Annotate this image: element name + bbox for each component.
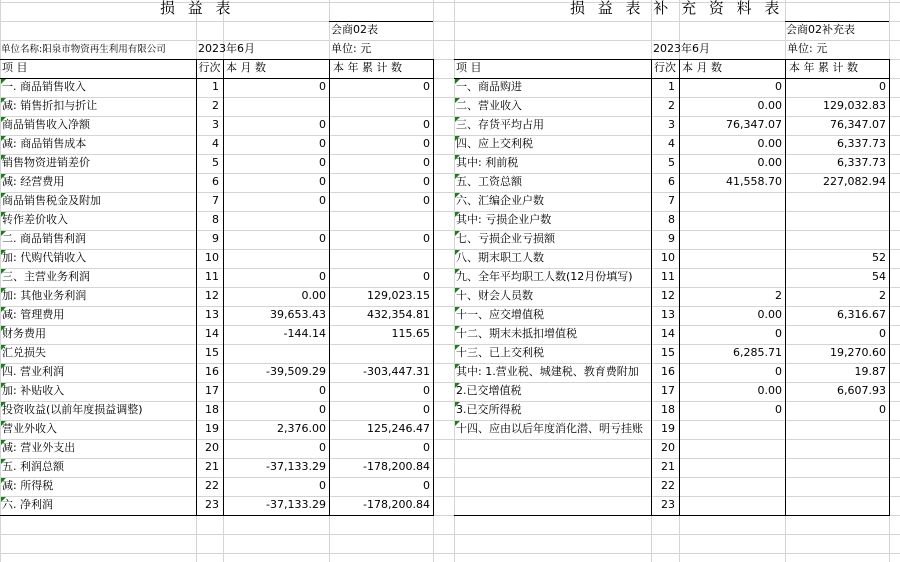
left-row-month: 0 bbox=[319, 441, 326, 454]
right-row-item: 十二、期末未抵扣增值税 bbox=[456, 327, 577, 340]
left-row-month: 0 bbox=[319, 270, 326, 283]
left-row-month: 0 bbox=[319, 194, 326, 207]
left-row-month bbox=[225, 344, 326, 362]
left-row-item: 减: 经营费用 bbox=[2, 175, 65, 188]
left-row-item: 二. 商品销售利润 bbox=[2, 232, 86, 245]
comment-marker-icon bbox=[1, 383, 6, 388]
left-table-border-v bbox=[196, 59, 197, 515]
comment-marker-icon bbox=[455, 345, 460, 350]
left-row-month: 0 bbox=[319, 232, 326, 245]
left-row-item: 六. 净利润 bbox=[2, 498, 53, 511]
comment-marker-icon bbox=[1, 136, 6, 141]
left-header-year: 本 年 累 计 数 bbox=[333, 61, 402, 74]
left-row-month: 0 bbox=[319, 384, 326, 397]
right-row-line: 21 bbox=[661, 460, 675, 473]
left-row-year: 129,023.15 bbox=[367, 289, 430, 302]
right-row-line: 13 bbox=[661, 308, 675, 321]
left-row-line: 23 bbox=[205, 498, 219, 511]
right-row-year: 52 bbox=[872, 251, 886, 264]
right-table-border-v bbox=[651, 59, 652, 515]
right-row-item: 其中: 1.营业税、城建税、教育费附加 bbox=[456, 365, 639, 378]
right-row-year bbox=[787, 211, 886, 229]
right-header-item: 项 目 bbox=[456, 61, 482, 74]
comment-marker-icon bbox=[1, 193, 6, 198]
left-table-border-v bbox=[223, 59, 224, 515]
right-header-line: 行次 bbox=[654, 61, 676, 74]
left-row-line: 15 bbox=[205, 346, 219, 359]
left-row-item: 营业外收入 bbox=[2, 422, 57, 435]
left-row-month: 39,653.43 bbox=[270, 308, 326, 321]
left-row-line: 6 bbox=[212, 175, 219, 188]
right-row-month: 0 bbox=[775, 403, 782, 416]
left-row-line: 18 bbox=[205, 403, 219, 416]
left-row-item: 商品销售税金及附加 bbox=[2, 194, 101, 207]
comment-marker-icon bbox=[455, 307, 460, 312]
right-row-month bbox=[681, 268, 782, 286]
left-row-item: 加: 其他业务利润 bbox=[2, 289, 87, 302]
left-code-border bbox=[329, 21, 433, 22]
left-row-line: 14 bbox=[205, 327, 219, 340]
right-row-year: 54 bbox=[872, 270, 886, 283]
right-row-month bbox=[681, 249, 782, 267]
right-row-item: 3.已交所得税 bbox=[456, 403, 522, 416]
right-row-item: 五、工资总额 bbox=[456, 175, 522, 188]
left-row-year: 115.65 bbox=[391, 327, 430, 340]
right-row-month bbox=[681, 477, 782, 495]
right-row-month: 0.00 bbox=[757, 99, 782, 112]
right-row-year: 227,082.94 bbox=[823, 175, 886, 188]
comment-marker-icon bbox=[455, 98, 460, 103]
right-row-month bbox=[681, 439, 782, 457]
right-row-year bbox=[787, 477, 886, 495]
right-row-item: 十、财会人员数 bbox=[456, 289, 533, 302]
right-row-year: 19.87 bbox=[854, 365, 886, 378]
right-row-line: 18 bbox=[661, 403, 675, 416]
right-row-line: 12 bbox=[661, 289, 675, 302]
right-row-month: 0 bbox=[775, 80, 782, 93]
right-row-item: 九、全年平均职工人数(12月份填写) bbox=[456, 270, 633, 283]
left-row-year: 0 bbox=[423, 80, 430, 93]
right-row-item: 二、营业收入 bbox=[456, 99, 522, 112]
right-row-line: 17 bbox=[661, 384, 675, 397]
right-row-month bbox=[681, 230, 782, 248]
right-row-line: 6 bbox=[668, 175, 675, 188]
comment-marker-icon bbox=[455, 155, 460, 160]
left-row-item: 减: 所得税 bbox=[2, 479, 54, 492]
gridline-h bbox=[0, 534, 900, 535]
right-row-year: 129,032.83 bbox=[823, 99, 886, 112]
left-row-item: 五. 利润总额 bbox=[2, 460, 64, 473]
left-row-line: 21 bbox=[205, 460, 219, 473]
right-row-item: 四、应上交利税 bbox=[456, 137, 533, 150]
left-row-year bbox=[331, 249, 430, 267]
comment-marker-icon bbox=[455, 421, 460, 426]
comment-marker-icon bbox=[1, 440, 6, 445]
left-row-line: 3 bbox=[212, 118, 219, 131]
right-row-line: 20 bbox=[661, 441, 675, 454]
right-row-line: 4 bbox=[668, 137, 675, 150]
left-row-item: 减: 管理费用 bbox=[2, 308, 65, 321]
right-row-item: 其中: 亏损企业户数 bbox=[456, 213, 552, 226]
left-row-month bbox=[225, 249, 326, 267]
left-row-year: -178,200.84 bbox=[363, 498, 430, 511]
right-row-line: 5 bbox=[668, 156, 675, 169]
left-row-month: -39,509.29 bbox=[266, 365, 326, 378]
comment-marker-icon bbox=[1, 364, 6, 369]
left-row-item: 财务费用 bbox=[2, 327, 46, 340]
left-row-line: 17 bbox=[205, 384, 219, 397]
left-row-line: 16 bbox=[205, 365, 219, 378]
comment-marker-icon bbox=[1, 269, 6, 274]
left-row-year: 0 bbox=[423, 270, 430, 283]
comment-marker-icon bbox=[1, 326, 6, 331]
right-row-year: 6,607.93 bbox=[837, 384, 886, 397]
left-row-year bbox=[331, 344, 430, 362]
comment-marker-icon bbox=[455, 250, 460, 255]
left-table-border-v bbox=[433, 59, 434, 515]
comment-marker-icon bbox=[455, 288, 460, 293]
left-row-line: 11 bbox=[205, 270, 219, 283]
left-row-month: 0 bbox=[319, 156, 326, 169]
right-row-month: 0 bbox=[775, 327, 782, 340]
right-row-year bbox=[787, 439, 886, 457]
comment-marker-icon bbox=[455, 212, 460, 217]
right-row-year: 0 bbox=[879, 403, 886, 416]
left-row-item: 加: 代购代销收入 bbox=[2, 251, 87, 264]
comment-marker-icon bbox=[455, 231, 460, 236]
right-row-item: 其中: 利前税 bbox=[456, 156, 519, 169]
comment-marker-icon bbox=[1, 478, 6, 483]
left-row-item: 商品销售收入净额 bbox=[2, 118, 90, 131]
left-row-year: 0 bbox=[423, 175, 430, 188]
right-row-item: 六、汇编企业户数 bbox=[456, 194, 544, 207]
right-row-year bbox=[787, 496, 886, 514]
left-row-month bbox=[225, 97, 326, 115]
right-row-year bbox=[787, 230, 886, 248]
comment-marker-icon bbox=[455, 136, 460, 141]
left-row-month: -37,133.29 bbox=[266, 498, 326, 511]
comment-marker-icon bbox=[455, 79, 460, 84]
right-row-month bbox=[681, 192, 782, 210]
right-row-year bbox=[787, 192, 886, 210]
left-row-line: 5 bbox=[212, 156, 219, 169]
left-row-item: 减: 商品销售成本 bbox=[2, 137, 87, 150]
right-row-item: 十一、应交增值税 bbox=[456, 308, 544, 321]
comment-marker-icon bbox=[455, 364, 460, 369]
right-table-border-top bbox=[454, 59, 890, 60]
comment-marker-icon bbox=[1, 459, 6, 464]
right-row-month: 2 bbox=[775, 289, 782, 302]
right-row-item: 十三、已上交利税 bbox=[456, 346, 544, 359]
comment-marker-icon bbox=[1, 288, 6, 293]
comment-marker-icon bbox=[1, 231, 6, 236]
left-row-line: 1 bbox=[212, 80, 219, 93]
left-header-month: 本 月 数 bbox=[226, 61, 266, 74]
left-row-line: 7 bbox=[212, 194, 219, 207]
right-row-month: 6,285.71 bbox=[733, 346, 782, 359]
comment-marker-icon bbox=[455, 383, 460, 388]
right-row-month bbox=[681, 420, 782, 438]
left-row-month: 0 bbox=[319, 175, 326, 188]
left-table-border-header bbox=[0, 78, 434, 79]
right-unit: 单位: 元 bbox=[787, 42, 828, 55]
left-row-year: 0 bbox=[423, 479, 430, 492]
left-row-item: 销售物资进销差价 bbox=[2, 156, 90, 169]
right-row-line: 1 bbox=[668, 80, 675, 93]
comment-marker-icon bbox=[1, 421, 6, 426]
comment-marker-icon bbox=[1, 98, 6, 103]
right-row-item bbox=[456, 458, 649, 476]
right-row-year bbox=[787, 420, 886, 438]
left-row-month: 0 bbox=[319, 118, 326, 131]
left-row-month: 0 bbox=[319, 137, 326, 150]
right-row-item: 八、期末职工人数 bbox=[456, 251, 544, 264]
left-row-year: -303,447.31 bbox=[363, 365, 430, 378]
comment-marker-icon bbox=[1, 497, 6, 502]
right-row-line: 19 bbox=[661, 422, 675, 435]
right-row-year: 6,337.73 bbox=[837, 137, 886, 150]
right-period: 2023年6月 bbox=[653, 42, 710, 55]
left-row-year: 0 bbox=[423, 403, 430, 416]
left-row-item: 加: 补贴收入 bbox=[2, 384, 65, 397]
comment-marker-icon bbox=[1, 79, 6, 84]
right-row-line: 7 bbox=[668, 194, 675, 207]
right-row-month bbox=[681, 211, 782, 229]
right-table-border-v bbox=[679, 59, 680, 515]
right-row-item bbox=[456, 477, 649, 495]
left-row-month: 0.00 bbox=[301, 289, 326, 302]
left-row-year: 0 bbox=[423, 441, 430, 454]
left-row-year: -178,200.84 bbox=[363, 460, 430, 473]
left-unit: 单位: 元 bbox=[331, 42, 372, 55]
right-row-line: 23 bbox=[661, 498, 675, 511]
comment-marker-icon bbox=[455, 402, 460, 407]
right-row-year: 2 bbox=[879, 289, 886, 302]
left-code: 会商02表 bbox=[331, 23, 378, 36]
right-row-year: 6,316.67 bbox=[837, 308, 886, 321]
comment-marker-icon bbox=[1, 212, 6, 217]
left-row-line: 2 bbox=[212, 99, 219, 112]
left-row-year: 125,246.47 bbox=[367, 422, 430, 435]
left-header-line: 行次 bbox=[198, 61, 221, 74]
right-row-item bbox=[456, 496, 649, 514]
right-table-border-v bbox=[785, 59, 786, 515]
right-code-border bbox=[785, 21, 889, 22]
comment-marker-icon bbox=[455, 326, 460, 331]
right-row-month: 0 bbox=[775, 365, 782, 378]
left-row-item: 四. 营业利润 bbox=[2, 365, 64, 378]
right-header-year: 本 年 累 计 数 bbox=[789, 61, 858, 74]
left-row-line: 20 bbox=[205, 441, 219, 454]
comment-marker-icon bbox=[1, 250, 6, 255]
left-table-border-v bbox=[329, 59, 330, 515]
left-row-year: 432,354.81 bbox=[367, 308, 430, 321]
left-row-year: 0 bbox=[423, 156, 430, 169]
right-row-line: 16 bbox=[661, 365, 675, 378]
left-row-year: 0 bbox=[423, 137, 430, 150]
left-row-item: 投资收益(以前年度损益调整) bbox=[2, 403, 143, 416]
right-row-month: 0.00 bbox=[757, 137, 782, 150]
comment-marker-icon bbox=[455, 117, 460, 122]
left-row-line: 9 bbox=[212, 232, 219, 245]
right-row-year: 76,347.07 bbox=[830, 118, 886, 131]
left-row-line: 13 bbox=[205, 308, 219, 321]
comment-marker-icon bbox=[455, 174, 460, 179]
right-row-month: 76,347.07 bbox=[726, 118, 782, 131]
left-title: 损 益 表 bbox=[160, 0, 235, 17]
left-row-month: -37,133.29 bbox=[266, 460, 326, 473]
left-period: 2023年6月 bbox=[198, 42, 255, 55]
right-row-month: 41,558.70 bbox=[726, 175, 782, 188]
left-row-month: 0 bbox=[319, 479, 326, 492]
left-row-month: 2,376.00 bbox=[277, 422, 326, 435]
left-row-year: 0 bbox=[423, 232, 430, 245]
right-row-item bbox=[456, 439, 649, 457]
right-header-month: 本 月 数 bbox=[682, 61, 722, 74]
comment-marker-icon bbox=[1, 174, 6, 179]
right-row-line: 2 bbox=[668, 99, 675, 112]
comment-marker-icon bbox=[1, 402, 6, 407]
right-row-year: 6,337.73 bbox=[837, 156, 886, 169]
comment-marker-icon bbox=[1, 307, 6, 312]
left-row-line: 8 bbox=[212, 213, 219, 226]
right-row-item: 十四、应由以后年度消化潜、明亏挂账 bbox=[456, 422, 643, 435]
left-row-year: 0 bbox=[423, 384, 430, 397]
right-row-item: 一、商品购进 bbox=[456, 80, 522, 93]
left-table-border-top bbox=[0, 59, 434, 60]
left-row-month: -144.14 bbox=[283, 327, 326, 340]
right-row-year bbox=[787, 458, 886, 476]
left-header-item: 项 目 bbox=[2, 61, 28, 74]
right-row-line: 3 bbox=[668, 118, 675, 131]
right-row-month: 0.00 bbox=[757, 308, 782, 321]
right-table-border-v bbox=[889, 59, 890, 515]
right-title: 损 益 表 补 充 资 料 表 bbox=[570, 0, 784, 17]
left-row-line: 22 bbox=[205, 479, 219, 492]
left-row-line: 10 bbox=[205, 251, 219, 264]
gridline-h bbox=[0, 553, 900, 554]
right-row-month bbox=[681, 458, 782, 476]
comment-marker-icon bbox=[1, 345, 6, 350]
right-code: 会商02补充表 bbox=[786, 23, 855, 36]
right-table-border-header bbox=[454, 78, 890, 79]
left-row-month: 0 bbox=[319, 80, 326, 93]
comment-marker-icon bbox=[1, 117, 6, 122]
left-row-item: 转作差价收入 bbox=[2, 213, 68, 226]
left-row-year bbox=[331, 211, 430, 229]
left-row-item: 汇兑损失 bbox=[2, 346, 46, 359]
right-row-month: 0.00 bbox=[757, 384, 782, 397]
right-row-line: 22 bbox=[661, 479, 675, 492]
right-row-month: 0.00 bbox=[757, 156, 782, 169]
left-row-month: 0 bbox=[319, 403, 326, 416]
right-row-line: 11 bbox=[661, 270, 675, 283]
left-row-line: 4 bbox=[212, 137, 219, 150]
left-row-year bbox=[331, 97, 430, 115]
left-row-month bbox=[225, 211, 326, 229]
right-row-line: 8 bbox=[668, 213, 675, 226]
right-row-year: 0 bbox=[879, 327, 886, 340]
right-row-line: 14 bbox=[661, 327, 675, 340]
left-row-year: 0 bbox=[423, 118, 430, 131]
left-row-line: 19 bbox=[205, 422, 219, 435]
comment-marker-icon bbox=[455, 193, 460, 198]
comment-marker-icon bbox=[455, 269, 460, 274]
left-row-item: 三、主营业务利润 bbox=[2, 270, 90, 283]
left-row-line: 12 bbox=[205, 289, 219, 302]
right-row-year: 19,270.60 bbox=[830, 346, 886, 359]
left-row-item: 减: 销售折扣与折让 bbox=[2, 99, 98, 112]
left-table-border-bottom bbox=[0, 515, 434, 516]
right-row-item: 2.已交增值税 bbox=[456, 384, 522, 397]
right-row-item: 三、存货平均占用 bbox=[456, 118, 544, 131]
right-row-line: 15 bbox=[661, 346, 675, 359]
company-name: 单位名称:阳泉市物资再生利用有限公司 bbox=[1, 44, 166, 55]
right-row-item: 七、亏损企业亏损额 bbox=[456, 232, 555, 245]
right-row-line: 10 bbox=[661, 251, 675, 264]
right-row-year: 0 bbox=[879, 80, 886, 93]
right-table-border-bottom bbox=[454, 515, 890, 516]
left-row-item: 减: 营业外支出 bbox=[2, 441, 76, 454]
left-row-item: 一. 商品销售收入 bbox=[2, 80, 86, 93]
left-row-year: 0 bbox=[423, 194, 430, 207]
comment-marker-icon bbox=[1, 155, 6, 160]
right-row-month bbox=[681, 496, 782, 514]
gridline-h bbox=[0, 21, 900, 22]
right-row-line: 9 bbox=[668, 232, 675, 245]
